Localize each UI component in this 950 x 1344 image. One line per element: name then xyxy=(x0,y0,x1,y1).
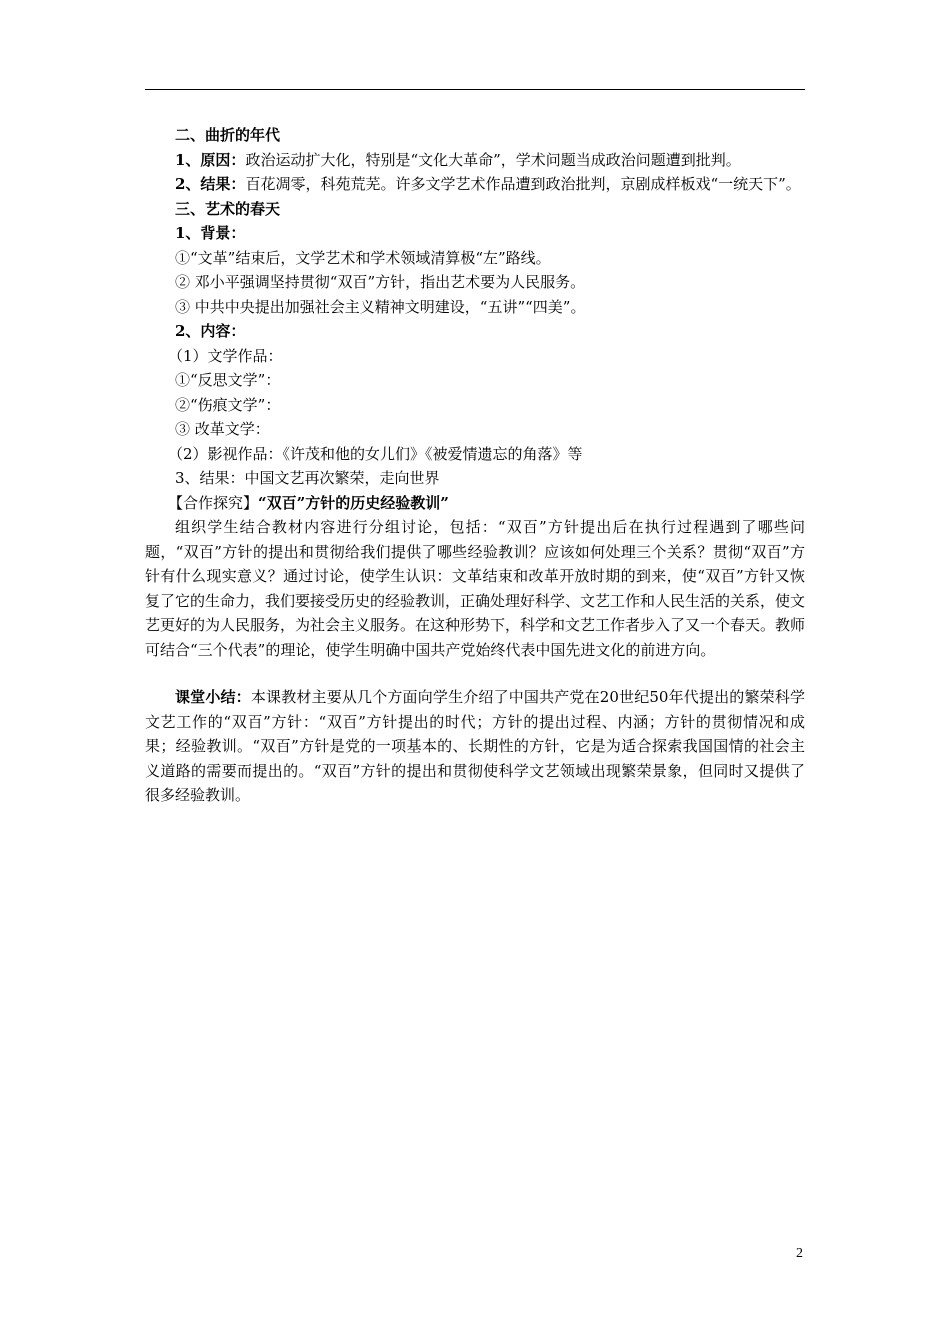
result-label: 2、结果： xyxy=(175,175,246,193)
summary-body: 本课教材主要从几个方面向学生介绍了中国共产党在20世纪50年代提出的繁荣科学文艺工作的“双百”方针：“双百”方针提出的时代；方针的提出过程、内涵；方针的贯彻情况和成果；经验教训。“双百”方针是党的一项基本的、长期性的方针，它是为适合探索我国国情的社会主义道路的需要而提出的。“双百”方针的提出和贯彻使科学文艺领域出现繁荣景象，但同时又提供了很多经验教训。 xyxy=(145,688,805,804)
cause-label: 1、原因： xyxy=(175,150,246,169)
cause-text: 政治运动扩大化，特别是“文化大革命”，学术问题当成政治问题遭到批判。 xyxy=(245,150,741,169)
cause-paragraph xyxy=(145,148,805,173)
inquiry-bracket-label: 【合作探究】 xyxy=(168,493,259,512)
page-number: 2 xyxy=(796,1246,803,1261)
background-item: ①“文革”结束后，文学艺术和学术领域清算极“左”路线。 xyxy=(175,248,551,267)
summary-paragraph xyxy=(145,685,805,808)
literature-label: （1）文学作品： xyxy=(168,346,283,365)
background-item: ② 邓小平强调坚持贯彻“双百”方针，指出艺术要为人民服务。 xyxy=(175,273,586,291)
section-heading-spring: 三、艺术的春天 xyxy=(175,199,281,218)
result-paragraph xyxy=(145,172,805,197)
inquiry-heading xyxy=(145,491,805,516)
page-content xyxy=(145,123,805,808)
content-label: 2、内容： xyxy=(175,322,246,340)
literature-item: ①“反思文学”： xyxy=(175,371,281,389)
header-rule xyxy=(145,89,805,90)
film-works-line: （2）影视作品：《许茂和他的女儿们》《被爱情遗忘的角落》等 xyxy=(168,444,583,463)
inquiry-body: 组织学生结合教材内容进行分组讨论，包括：“双百”方针提出后在执行过程遇到了哪些问题，“双百”方针的提出和贯彻给我们提供了哪些经验教训？应该如何处理三个关系？贯彻“双百”方针有什么现实意义？通过讨论，使学生认识：文革结束和改革开放时期的到来，使“双百”方针又恢复了它的生命力，我们要接受历史的经验教训，正确处理好科学、文艺工作和人民生活的关系，使文艺更好的为人民服务，为社会主义服务。在这种形势下，科学和文艺工作者步入了又一个春天。教师可结合“三个代表”的理论，使学生明确中国共产党始终代表中国先进文化的前进方向。 xyxy=(145,518,806,659)
inquiry-title: “双百”方针的历史经验教训” xyxy=(258,493,449,512)
result-text: 百花凋零，科苑荒芜。许多文学艺术作品遭到政治批判，京剧成样板戏“一统天下”。 xyxy=(245,175,801,193)
spring-result-line: 3、结果：中国文艺再次繁荣，走向世界 xyxy=(175,469,440,487)
background-item: ③ 中共中央提出加强社会主义精神文明建设，“五讲”“四美”。 xyxy=(175,297,586,316)
literature-item: ③ 改革文学： xyxy=(175,420,270,438)
background-label: 1、背景： xyxy=(175,224,246,242)
section-heading-twists: 二、曲折的年代 xyxy=(175,126,281,144)
paragraph-spacer xyxy=(145,662,805,685)
summary-label: 课堂小结： xyxy=(175,688,251,706)
literature-item: ②“伤痕文学”： xyxy=(175,395,281,414)
